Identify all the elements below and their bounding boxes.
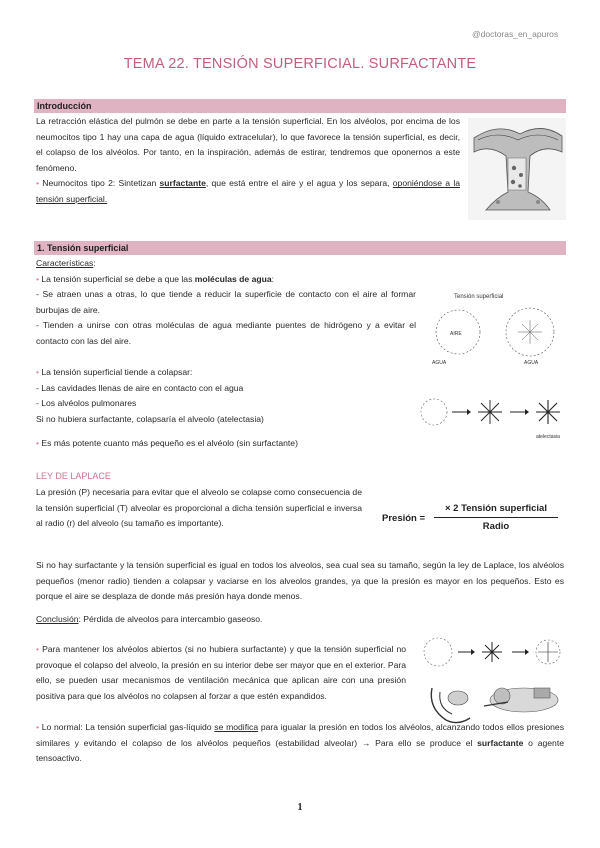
fig1-title: Tensión superficial bbox=[454, 294, 504, 300]
collapse-sequence-figure bbox=[420, 630, 568, 674]
s1-b1-post: : bbox=[271, 273, 275, 284]
formula-denominator: Radio bbox=[482, 521, 510, 532]
laplace-b2-pre: Lo normal: La tensión superficial gas-líquido bbox=[41, 722, 215, 732]
formula-fraction-bar bbox=[434, 517, 558, 518]
s1-block: Características: • La tensión superficial se debe a que las moléculas de agua: - Se atraen unas a otras, lo que tiende a reducir la superficie de contacto con el aire al formar burbujas de aire. - Tienden a unirse con otras moléculas de agua mediante puentes de hidrógeno y a evitar el contacto con las del aire. bbox=[36, 256, 416, 350]
bullet: • bbox=[36, 178, 40, 189]
surfactante-term-2: surfactante bbox=[477, 737, 524, 748]
author-handle: @doctoras_en_apuros bbox=[472, 29, 559, 39]
laplace-b1: Para mantener los alvéolos abiertos (si no hubiera surfactante) y que la tensión superficial no provoque el colapso del alveolo, la presión en su interior debe ser mayor que en el exterior. Para ello, se pueden usar mecanismos de ventilación mecánica que aplican aire con una presión positiva para que los alvéolos no colapsen al forzar a que estén expandidos. bbox=[36, 644, 407, 701]
s1-d4: - Los alvéolos pulmonares bbox=[36, 398, 137, 409]
laplace-formula bbox=[382, 503, 562, 539]
s1-b1-pre: La tensión superficial se debe a que las bbox=[41, 273, 195, 284]
s1-d5: Si no hubiera surfactante, colapsaría el alveolo (atelectasia) bbox=[36, 413, 264, 424]
alveolus-figure bbox=[468, 118, 566, 220]
intro-paragraph bbox=[36, 114, 460, 208]
conclusion bbox=[36, 612, 564, 628]
laplace-b2-mid: para igualar la presión en todos los alvéolos, alcanzando todos ellos presiones similares y evitando el colapso de los alvéolos pequeños (estabilidad alveolar) → Para ello se produce el bbox=[36, 722, 565, 748]
fig1-label2: AGUA bbox=[524, 360, 539, 366]
section-heading-1: 1. Tensión superficial bbox=[34, 241, 566, 255]
fig1-agua: AGUA bbox=[432, 360, 447, 366]
fig1-aire: AIRE bbox=[450, 331, 462, 337]
intro-text: La retracción elástica del pulmón se debe en parte a la tensión superficial. En los alvéolos, por encima de los neumocitos tipo 1 hay una capa de agua (líquido extracelular), lo que favorece la tensión superficial, es decir, el colapso de los alvéolos. Por tanto, en la inspiración, además de estirar, tendremos que oponernos a este fenómeno. bbox=[36, 116, 460, 173]
bullet: • bbox=[36, 722, 40, 732]
s1-block-2 bbox=[36, 365, 416, 427]
s1-d3: - Las cavidades llenas de aire en contacto con el agua bbox=[36, 382, 244, 393]
ventilation-figure bbox=[424, 678, 570, 728]
fig2-label: atelectasia bbox=[536, 434, 560, 440]
surface-tension-figure bbox=[420, 290, 570, 368]
laplace-p1: La presión (P) necesaria para evitar que el alveolo se colapse como consecuencia de la tensión superficial (T) alveolar es proporcional a dicha tensión superficial e inversa al radio (r) del alveolo (su tamaño es importante). bbox=[36, 487, 362, 529]
atelectasia-figure bbox=[414, 390, 570, 442]
surfactante-term: surfactante bbox=[159, 178, 206, 189]
moleculas-term: moléculas de agua bbox=[194, 273, 272, 284]
bullet: • bbox=[36, 367, 40, 377]
s1-block-3 bbox=[36, 436, 416, 452]
s1-d2: - Tienden a unirse con otras moléculas de agua mediante puentes de hidrógeno y a evitar el contacto con las del aire. bbox=[36, 320, 416, 346]
caract-label: Características bbox=[36, 258, 94, 268]
laplace-heading: LEY DE LAPLACE bbox=[36, 471, 111, 481]
laplace-p2: Si no hay surfactante y la tensión superficial es igual en todos los alveolos, sea cual sea su tamaño, según la ley de Laplace, los alvéolos pequeños (menor radio) tienden a colapsar y vaciarse en los alveolos grandes, ya que la presión es mayor en los pequeños. Esto es porque el aire se desplaza de donde más presión haya donde menos. bbox=[36, 560, 564, 602]
formula-numerator: × 2 Tensión superficial bbox=[445, 503, 547, 514]
intro-b1-underline: oponiéndose a la tensión superficial. bbox=[36, 178, 461, 204]
intro-b1-mid: , que está entre el aire y el agua y los separa, bbox=[205, 178, 393, 189]
conclusion-text: : Pérdida de alveolos para intercambio gaseoso. bbox=[78, 614, 263, 624]
bullet: • bbox=[36, 273, 40, 284]
intro-b1-pre: Neumocitos tipo 2: Sintetizan bbox=[42, 178, 160, 189]
page-title: TEMA 22. TENSIÓN SUPERFICIAL. SURFACTANTE bbox=[123, 56, 477, 72]
s1-d1: - Se atraen unas a otras, lo que tiende a reducir la superficie de contacto con el aire al formar burbujas de aire. bbox=[36, 289, 416, 315]
bullet: • bbox=[36, 644, 40, 654]
formula-lhs: Presión = bbox=[382, 513, 426, 524]
page-number: 1 bbox=[297, 802, 303, 813]
s1-b2: La tensión superficial tiende a colapsar: bbox=[41, 367, 193, 377]
bullet: • bbox=[36, 438, 40, 448]
laplace-b2-post: o agente tensoactivo. bbox=[36, 737, 564, 764]
laplace-b2-underline: se modifica bbox=[214, 722, 259, 732]
section-heading-intro: Introducción bbox=[34, 99, 566, 113]
laplace-bullet-1 bbox=[36, 642, 406, 704]
s1-b3: Es más potente cuanto más pequeño es el alvéolo (sin surfactante) bbox=[41, 438, 298, 448]
conclusion-label: Conclusión bbox=[36, 614, 79, 624]
